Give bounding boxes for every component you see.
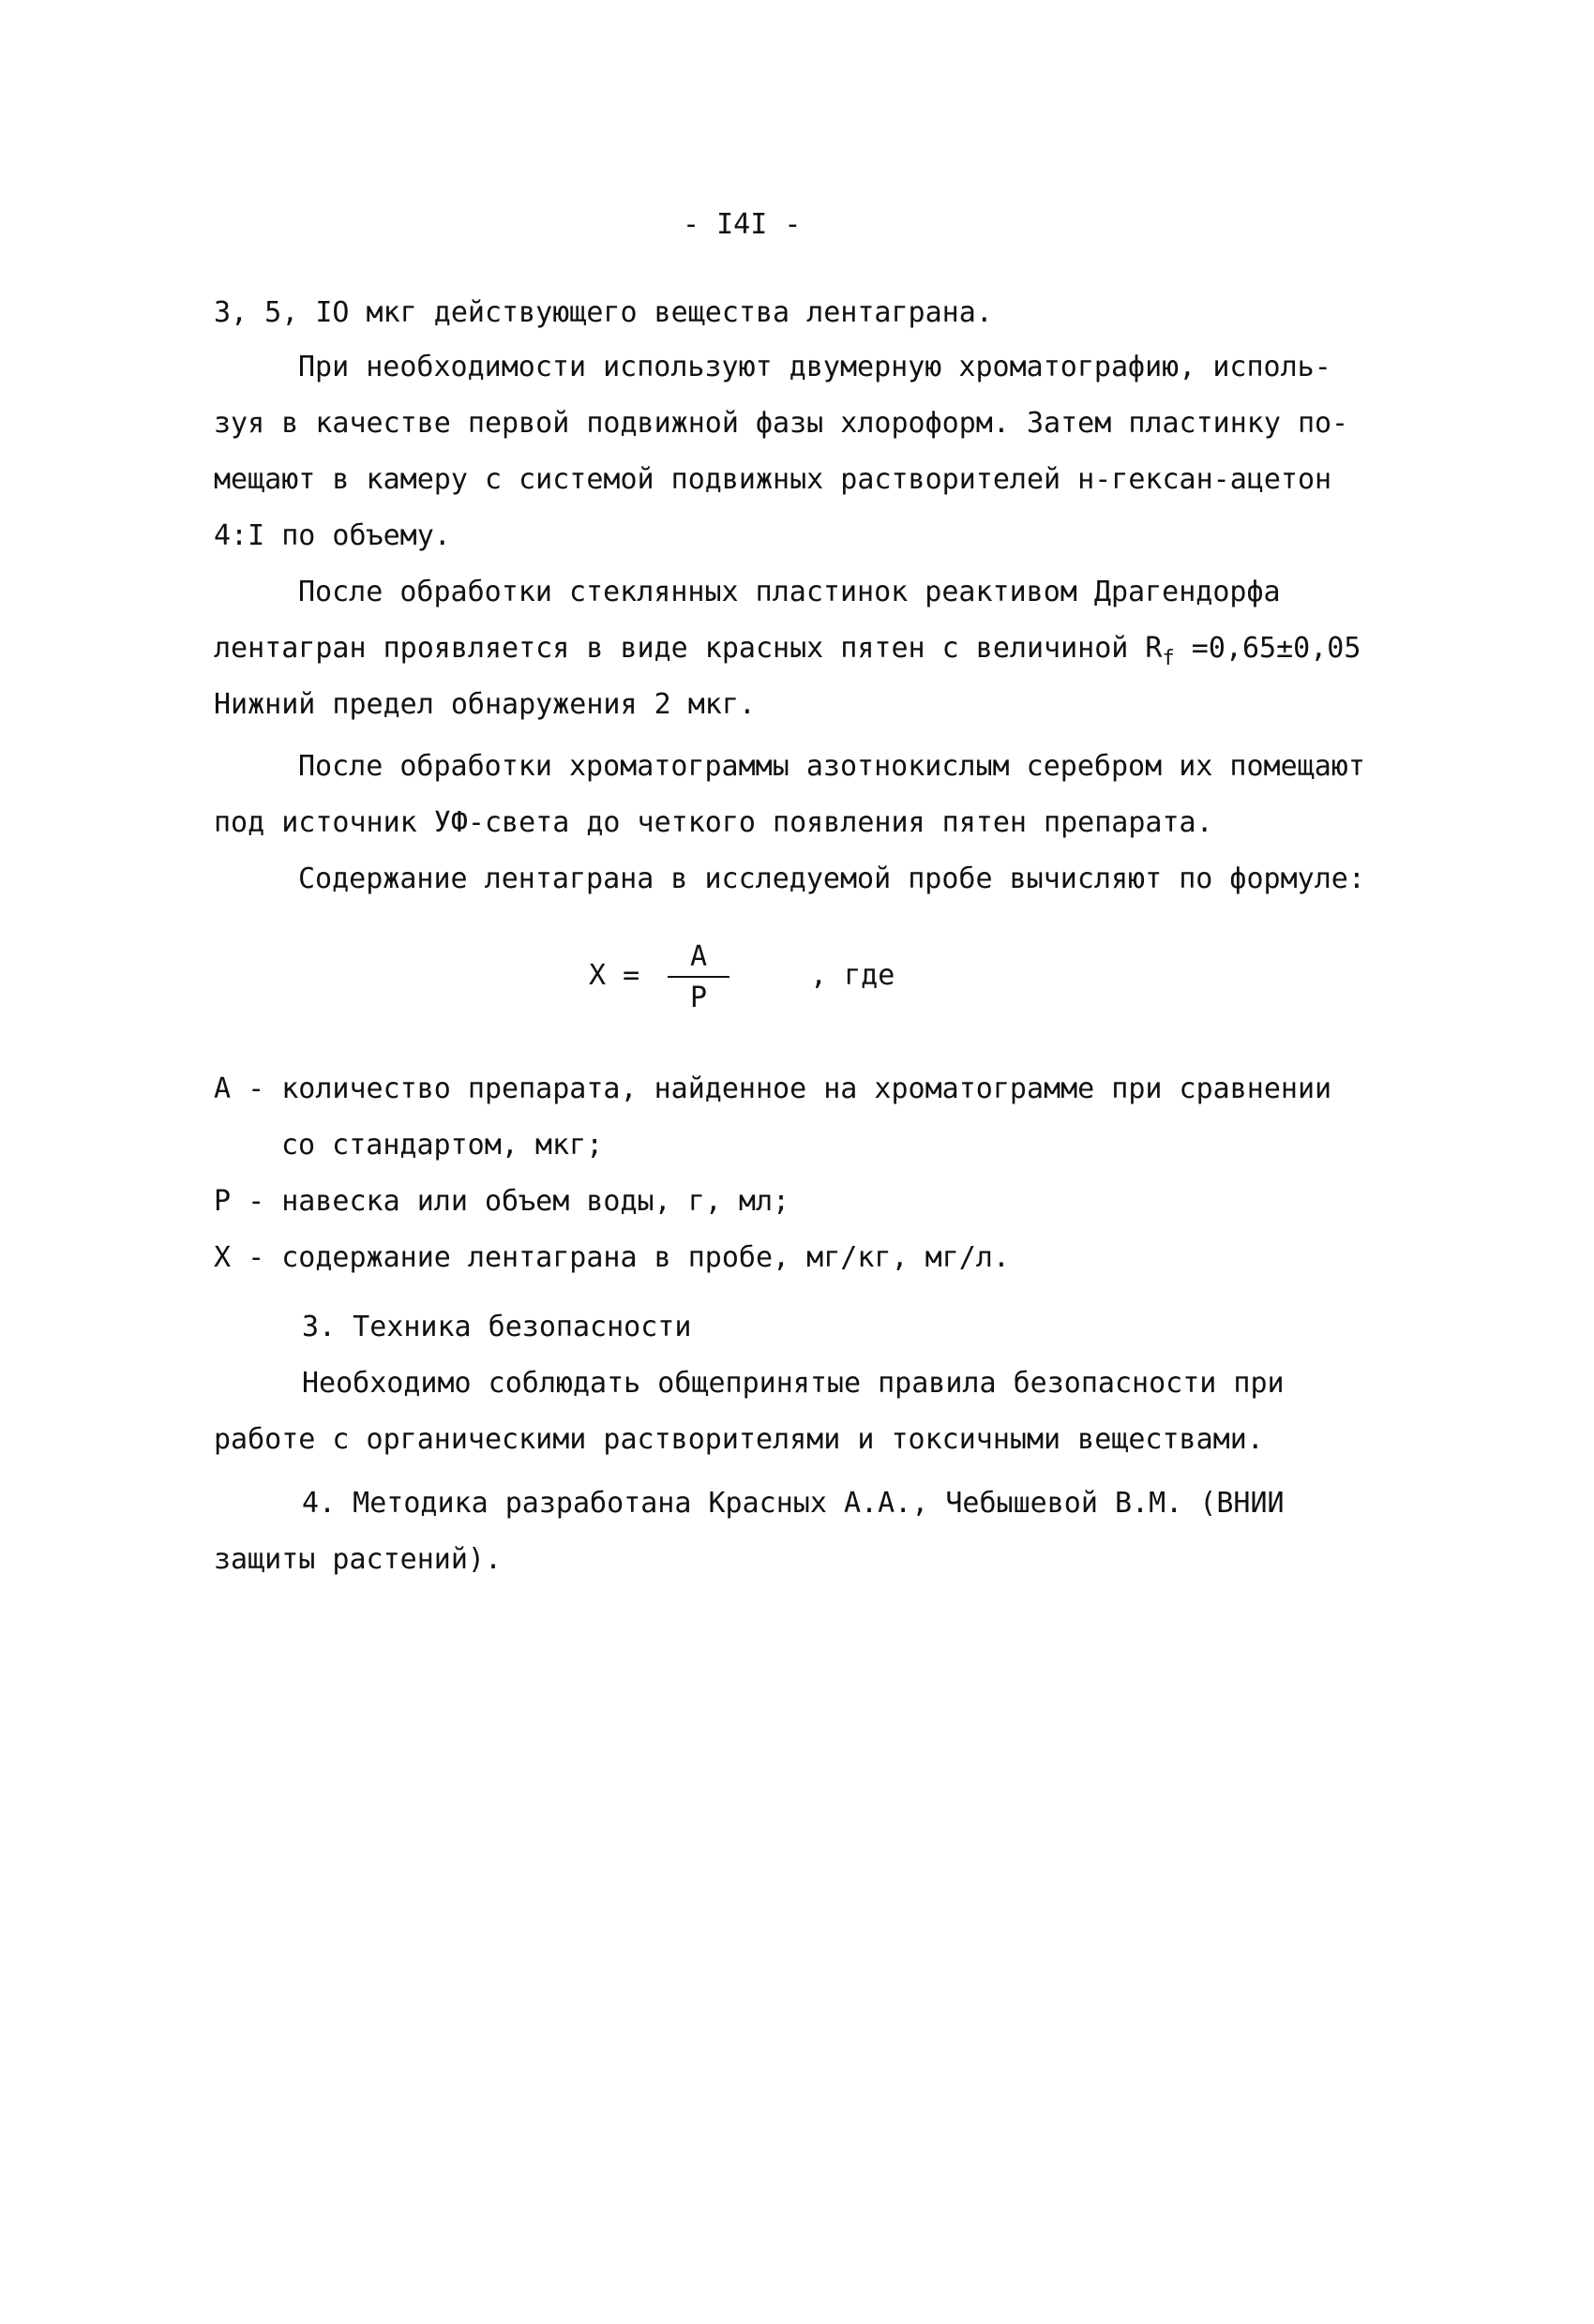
- paragraph-line: зуя в качестве первой подвижной фазы хлороформ. Затем пластинку по-: [214, 407, 1349, 440]
- paragraph-line: 4:I по объему.: [214, 519, 451, 552]
- definition-x: X - содержание лентаграна в пробе, мг/кг, мг/л.: [214, 1241, 1010, 1274]
- page-number: - I4I -: [683, 208, 802, 241]
- rf-value: =0,65±0,05: [1174, 632, 1361, 665]
- definition-a: A - количество препарата, найденное на хроматограмме при сравнении: [214, 1072, 1332, 1105]
- paragraph-line-rf: [214, 632, 1361, 668]
- paragraph-line: Необходимо соблюдать общепринятые правила безопасности при: [302, 1367, 1285, 1400]
- paragraph-line: При необходимости используют двумерную хроматографию, исполь-: [298, 351, 1331, 383]
- paragraph-line: Нижний предел обнаружения 2 мкг.: [214, 688, 756, 721]
- paragraph-line: защиты растений).: [214, 1543, 503, 1576]
- formula-numerator: A: [689, 940, 708, 973]
- formula-fraction: [668, 940, 729, 1015]
- intro-line: 3, 5, IO мкг действующего вещества лентаграна.: [214, 296, 993, 329]
- paragraph-line: 4. Методика разработана Красных А.А., Чебышевой В.М. (ВНИИ: [302, 1487, 1285, 1520]
- formula: [589, 940, 926, 1015]
- paragraph-line: После обработки хроматограммы азотнокислым серебром их помещают: [298, 750, 1365, 783]
- fraction-bar: [668, 976, 729, 978]
- formula-where: , где: [810, 959, 895, 992]
- paragraph-line: мещают в камеру с системой подвижных растворителей н-гексан-ацетон: [214, 463, 1332, 496]
- definition-a-continued: со стандартом, мкг;: [281, 1129, 604, 1162]
- paragraph-line: работе с органическими растворителями и токсичными веществами.: [214, 1423, 1264, 1456]
- formula-lhs: X =: [589, 959, 640, 992]
- rf-text: лентагран проявляется в виде красных пятен с величиной R: [214, 632, 1163, 665]
- paragraph-line: После обработки стеклянных пластинок реактивом Драгендорфа: [298, 576, 1281, 608]
- formula-denominator: P: [689, 982, 708, 1014]
- section-heading: 3. Техника безопасности: [302, 1311, 692, 1343]
- rf-subscript: f: [1162, 647, 1175, 670]
- definition-p: P - навеска или объем воды, г, мл;: [214, 1185, 790, 1218]
- paragraph-line: под источник УФ-света до четкого появления пятен препарата.: [214, 806, 1213, 839]
- paragraph-content-formula-intro: Содержание лентаграна в исследуемой пробе вычисляют по формуле:: [298, 862, 1365, 895]
